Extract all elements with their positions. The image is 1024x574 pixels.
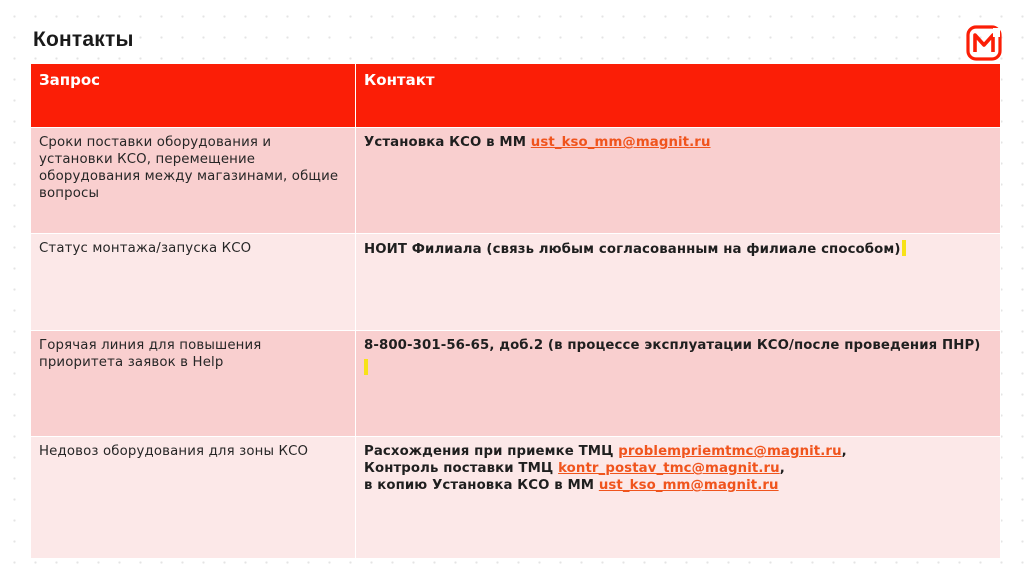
table-row [31,234,1001,331]
header-request: Запрос [31,64,356,128]
contacts-table [30,63,1001,559]
request-cell [31,128,356,234]
request-cell [31,331,356,437]
email-link[interactable]: ust_kso_mm@magnit.ru [530,135,711,150]
contact-line [364,134,992,151]
email-link[interactable]: ust_kso_mm@magnit.ru [598,478,779,493]
contact-suffix: , [779,461,785,476]
request-cell [31,234,356,331]
contact-line [364,240,992,258]
request-text: Статус монтажа/запуска КСО [39,241,252,256]
contact-label: Установка КСО в ММ [364,135,531,150]
contact-cell [356,234,1001,331]
text-cursor-highlight [902,240,906,256]
text-cursor-highlight [364,359,368,375]
request-text: Горячая линия для повышения приоритета заявок в Help [39,338,262,370]
contact-suffix: , [841,444,847,459]
contact-label: Расхождения при приемке ТМЦ [364,444,619,459]
page-title: Контакты [33,28,134,51]
contact-line [364,460,992,477]
table-header-row [31,64,1001,128]
contact-label: в копию Установка КСО в ММ [364,478,599,493]
contact-cell [356,437,1001,559]
contact-label: Контроль поставки ТМЦ [364,461,559,476]
table-row [31,437,1001,559]
table-row [31,331,1001,437]
contact-line [364,443,992,460]
contact-line: 8-800-301-56-65, доб.2 (в процессе эксплуатации КСО/после проведения ПНР) [364,338,981,353]
email-link[interactable]: kontr_postav_tmc@magnit.ru [558,461,780,476]
request-text: Сроки поставки оборудования и установки КСО, перемещение оборудования между магазинами, общие вопросы [39,135,339,201]
contact-line [364,477,992,494]
email-link[interactable]: problempriemtmc@magnit.ru [618,444,842,459]
table-row [31,128,1001,234]
header-contact: Контакт [356,64,1001,128]
contact-label: НОИТ Филиала (связь любым согласованным на филиале способом) [364,242,901,257]
contact-cell [356,331,1001,437]
contact-cell [356,128,1001,234]
magnit-logo-icon [966,25,1002,61]
request-text: Недовоз оборудования для зоны КСО [39,444,309,459]
request-cell [31,437,356,559]
